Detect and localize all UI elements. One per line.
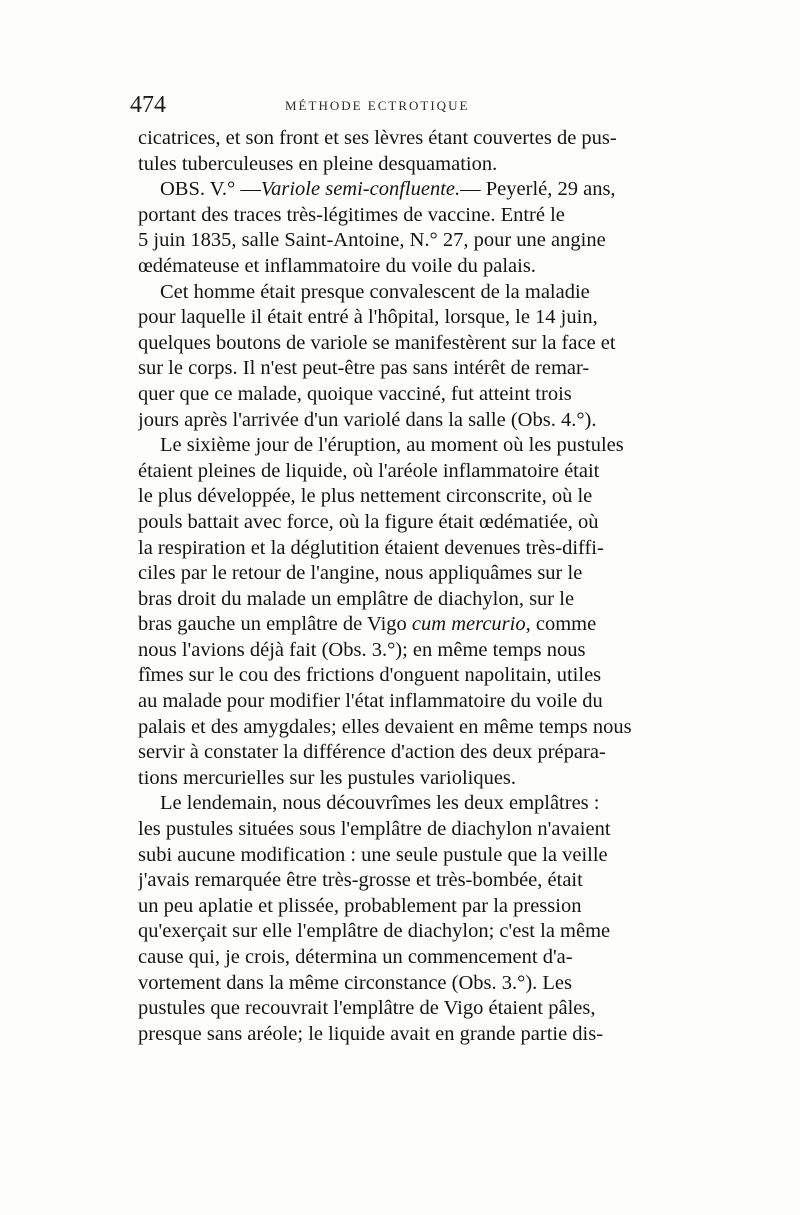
text-line-vigo (138, 612, 660, 638)
text-line: la respiration et la déglutition étaient devenues très-diffi- (138, 536, 604, 559)
text-line: étaient pleines de liquide, où l'aréole inflammatoire était (138, 459, 600, 482)
text-line: palais et des amygdales; elles devaient en même temps nous (138, 715, 632, 738)
vigo-text: bras gauche un emplâtre de Vigo (138, 613, 407, 636)
text-line: au malade pour modifier l'état inflammatoire du voile du (138, 690, 603, 713)
text-line: quer que ce malade, quoique vacciné, fut atteint trois (138, 382, 572, 405)
text-line: Cet homme était presque convalescent de la maladie (160, 280, 590, 303)
obs-title-rest: — Peyerlé, 29 ans, (460, 178, 616, 201)
text-line: un peu aplatie et plissée, probablement par la pression (138, 894, 582, 917)
observation-heading (138, 177, 660, 203)
body-text (138, 126, 660, 1047)
text-line: portant des traces très-légitimes de vaccine. Entré le (138, 203, 565, 226)
text-line: tions mercurielles sur les pustules varioliques. (138, 766, 517, 789)
obs-title: Variole semi-confluente. (260, 178, 461, 201)
obs-label: OBS. V.° — (160, 178, 261, 201)
text-line: j'avais remarquée être très-grosse et très-bombée, était (138, 869, 583, 892)
text-line: subi aucune modification : une seule pustule que la veille (138, 843, 608, 866)
text-line: quelques boutons de variole se manifestèrent sur la face et (138, 331, 616, 354)
page-number: 474 (130, 92, 166, 118)
text-line: servir à constater la différence d'action des deux prépara- (138, 741, 606, 764)
running-head: MÉTHODE ECTROTIQUE (285, 98, 470, 113)
vigo-rest: , comme (525, 613, 597, 636)
text-line: le plus développée, le plus nettement circonscrite, où le (138, 485, 593, 508)
text-line: sur le corps. Il n'est peut-être pas sans intérêt de remar- (138, 357, 590, 380)
text-line: fîmes sur le cou des frictions d'onguent napolitain, utiles (138, 664, 602, 687)
text-line: qu'exerçait sur elle l'emplâtre de diachylon; c'est la même (138, 920, 611, 943)
text-line: pouls battait avec force, où la figure était œdématiée, où (138, 510, 599, 533)
text-line: presque sans aréole; le liquide avait en grande partie dis- (138, 1022, 604, 1045)
text-line: œdémateuse et inflammatoire du voile du palais. (138, 254, 536, 277)
text-line: Le lendemain, nous découvrîmes les deux emplâtres : (160, 792, 600, 815)
text-line: les pustules situées sous l'emplâtre de diachylon n'avaient (138, 818, 611, 841)
text-line: 5 juin 1835, salle Saint-Antoine, N.° 27, pour une angine (138, 229, 606, 252)
text-line: cause qui, je crois, détermina un commencement d'a- (138, 946, 573, 968)
vigo-italic: cum mercurio (411, 613, 526, 636)
text-line: pour laquelle il était entré à l'hôpital, lorsque, le 14 juin, (138, 306, 598, 329)
text-line: bras droit du malade un emplâtre de diachylon, sur le (138, 587, 575, 610)
text-line: cicatrices, et son front et ses lèvres étant couvertes de pus- (138, 127, 617, 149)
text-line: nous l'avions déjà fait (Obs. 3.°); en même temps nous (138, 638, 586, 661)
text-line: jours après l'arrivée d'un variolé dans la salle (Obs. 4.°). (138, 408, 597, 431)
text-line: tules tuberculeuses en pleine desquamation. (138, 152, 498, 175)
text-line: pustules que recouvrait l'emplâtre de Vigo étaient pâles, (138, 997, 596, 1020)
text-line: Le sixième jour de l'éruption, au moment où les pustules (160, 434, 624, 457)
text-line: vortement dans la même circonstance (Obs. 3.°). Les (138, 971, 572, 994)
text-line: ciles par le retour de l'angine, nous appliquâmes sur le (138, 562, 583, 585)
page-header (130, 92, 670, 118)
